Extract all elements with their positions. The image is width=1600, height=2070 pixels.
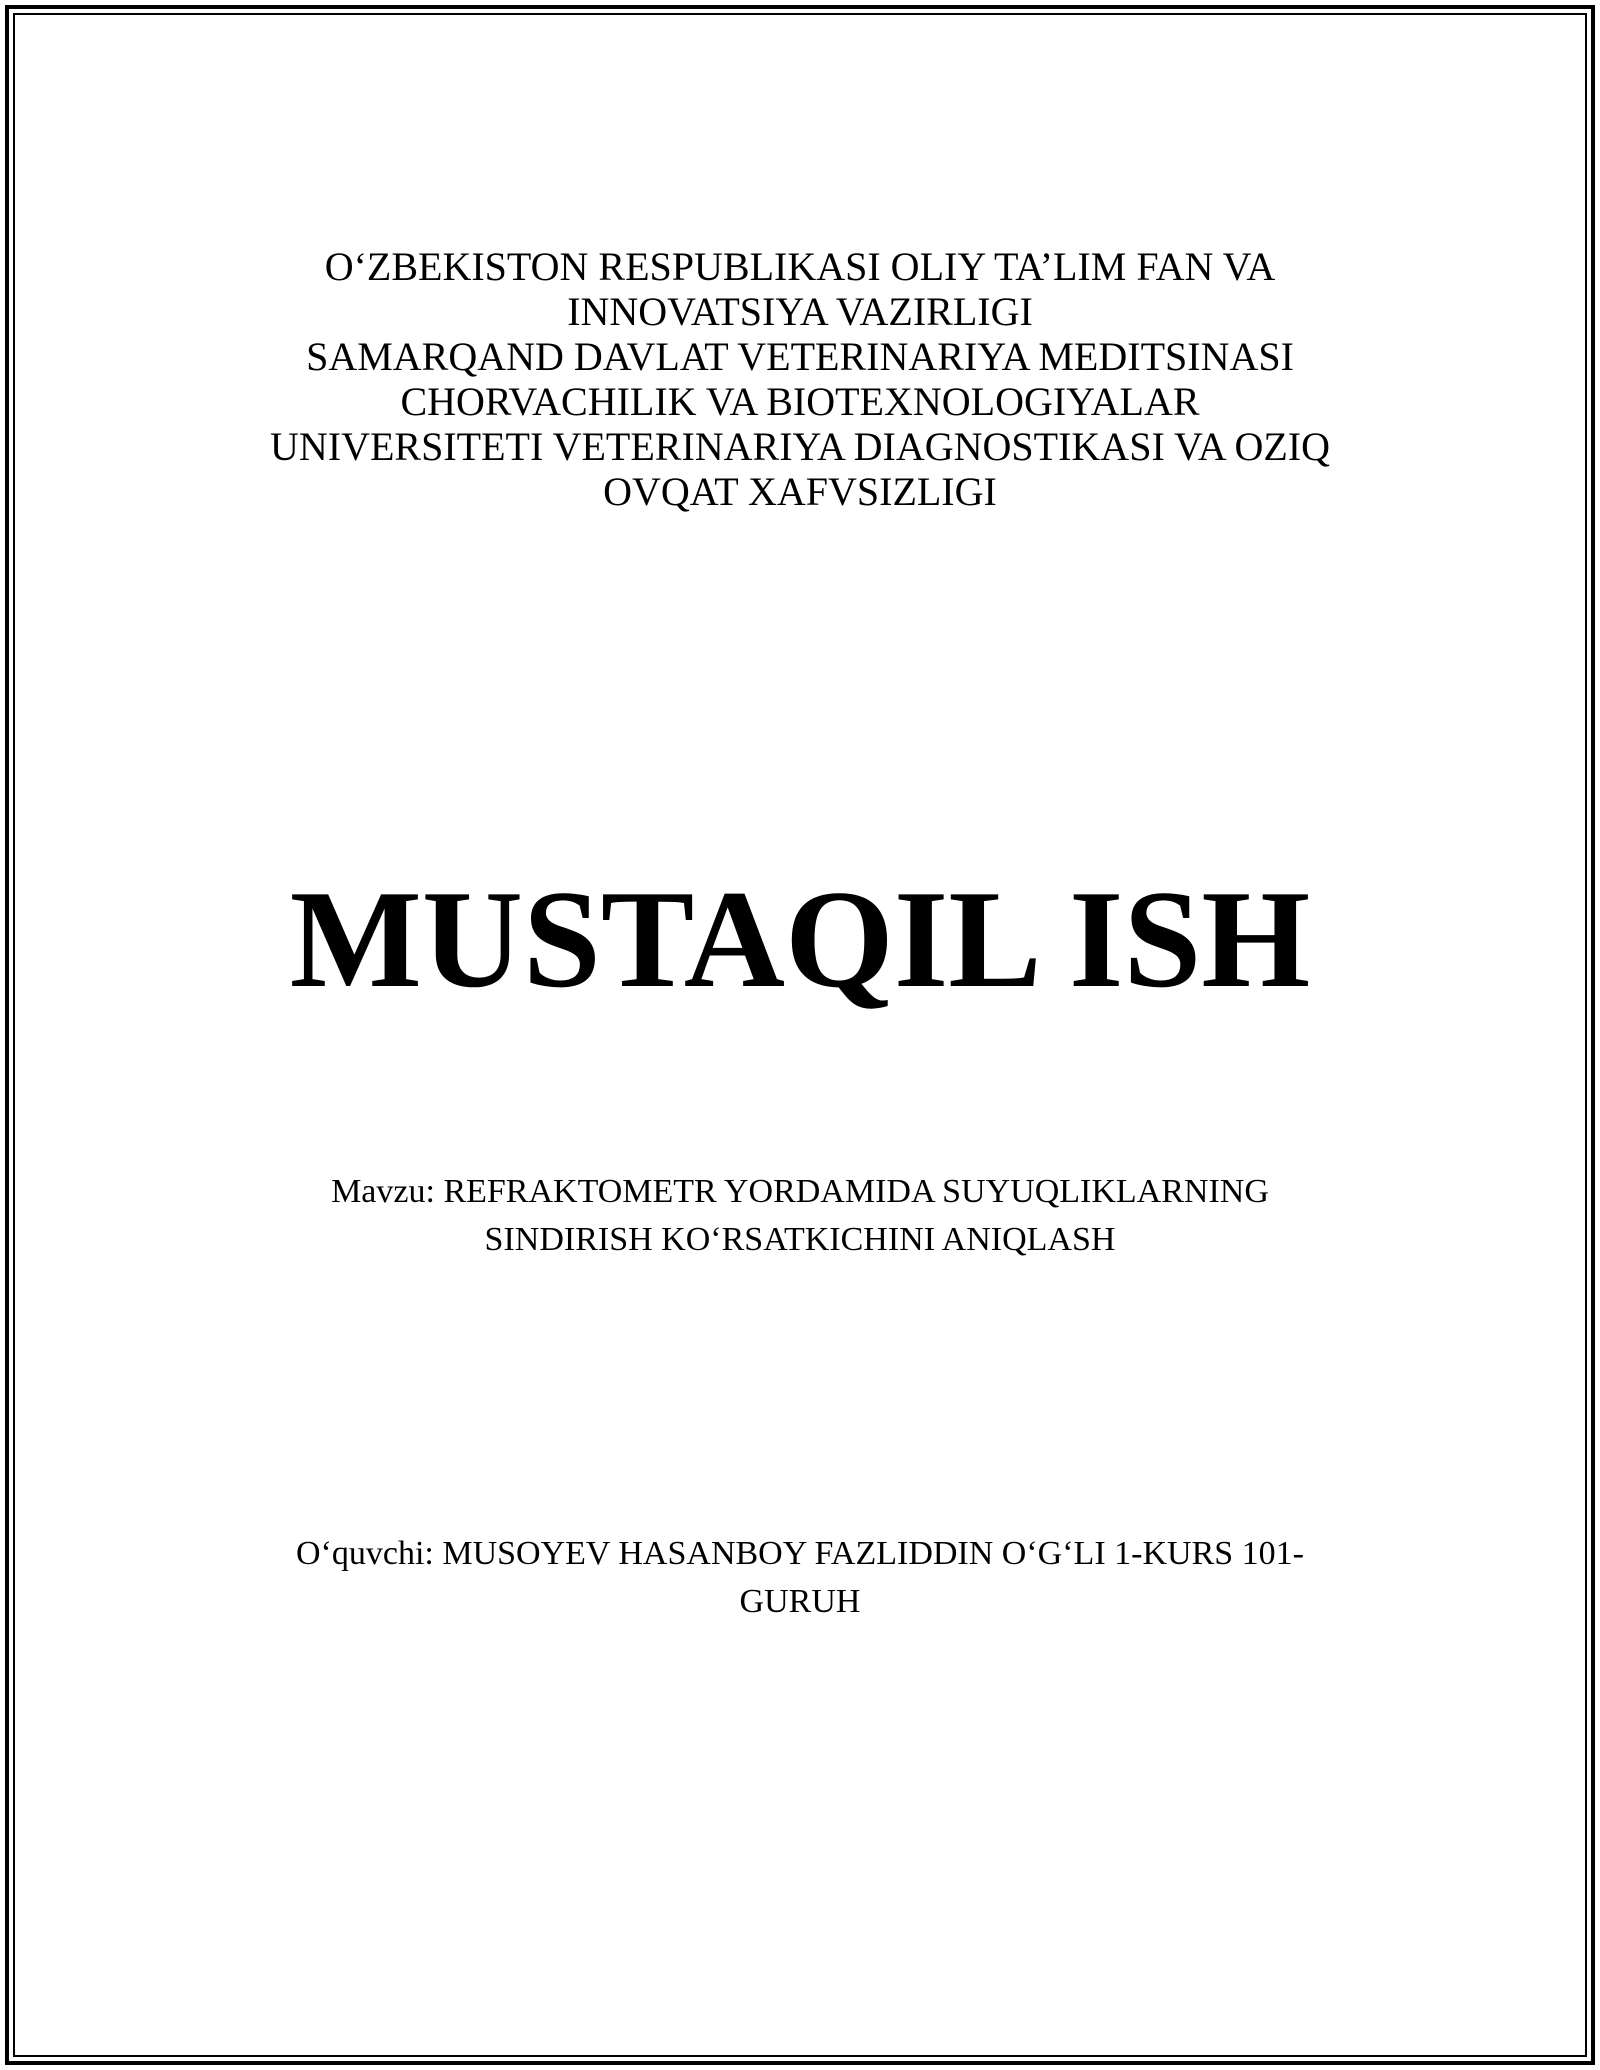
topic-line: Mavzu: REFRAKTOMETR YORDAMIDA SUYUQLIKLARNING bbox=[331, 1173, 1269, 1210]
header-line: SAMARQAND DAVLAT VETERINARIYA MEDITSINASI bbox=[306, 334, 1294, 379]
header-line: UNIVERSITETI VETERINARIYA DIAGNOSTIKASI VA OZIQ bbox=[270, 424, 1330, 469]
student-block bbox=[0, 1530, 1600, 1626]
student-line: GURUH bbox=[739, 1583, 861, 1620]
header-line: O‘ZBEKISTON RESPUBLIKASI OLIY TA’LIM FAN VA bbox=[324, 244, 1276, 289]
header-line: OVQAT XAFVSIZLIGI bbox=[603, 469, 997, 514]
institution-header bbox=[0, 244, 1600, 514]
topic-block bbox=[0, 1168, 1600, 1264]
header-line: CHORVACHILIK VA BIOTEXNOLOGIYALAR bbox=[400, 379, 1200, 424]
topic-line: SINDIRISH KO‘RSATKICHINI ANIQLASH bbox=[484, 1221, 1116, 1258]
student-line: O‘quvchi: MUSOYEV HASANBOY FAZLIDDIN O‘G‘LI 1-KURS 101- bbox=[296, 1535, 1304, 1572]
document-title: MUSTAQIL ISH bbox=[289, 862, 1311, 1017]
header-line: INNOVATSIYA VAZIRLIGI bbox=[567, 289, 1033, 334]
